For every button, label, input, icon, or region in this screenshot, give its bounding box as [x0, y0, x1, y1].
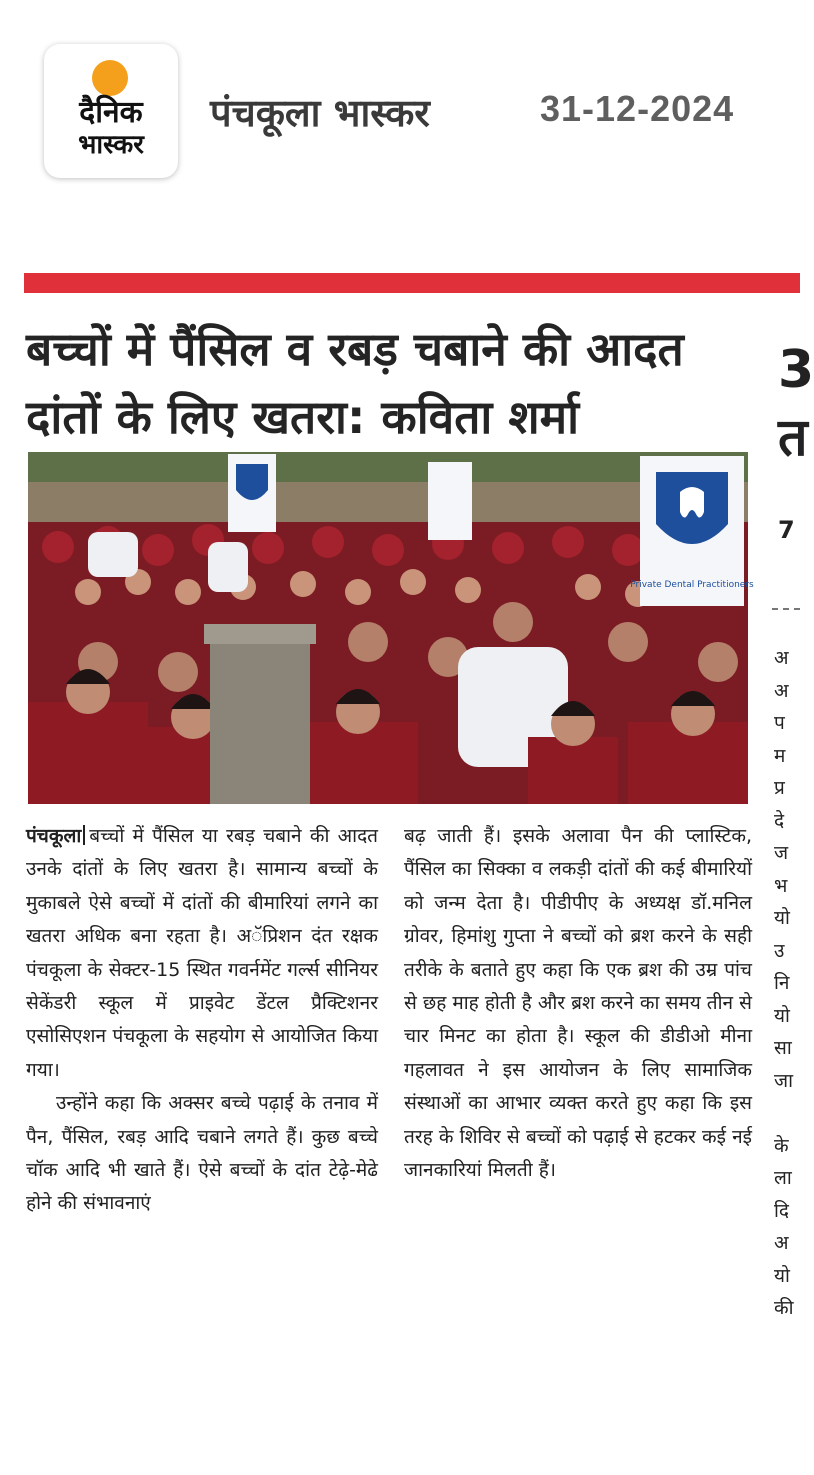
app-header — [0, 0, 800, 225]
headline-line-1: बच्चों में पैंसिल व रबड़ चबाने की आदत — [26, 322, 684, 376]
adjacent-line: नि — [774, 972, 790, 994]
adjacent-line: अ — [774, 647, 789, 669]
adjacent-line: यो — [774, 907, 790, 929]
adjacent-line: अ — [774, 1232, 789, 1254]
adjacent-text-lines — [774, 642, 794, 1325]
adjacent-line: प्र — [774, 777, 785, 799]
column-1-paragraph-1: बच्चों में पैंसिल या रबड़ चबाने की आदत उनके दांतों के लिए खतरा है। सामान्य बच्चों के मुकाबले ऐसे बच्चों में दांतों की बीमारियां लगने का खतरा अधिक बना रहता है। अॅप्रिशन दंत रक्षक पंचकूला के सेक्टर-15 स्थित गवर्नमेंट गर्ल्स सीनियर सेकेंडरी स्कूल में प्राइवेट डेंटल प्रैक्टिशनर एसोसिएशन पंचकूला के सहयोग से आयोजित किया गया। — [26, 825, 378, 1081]
adjacent-line: यो — [774, 1004, 790, 1027]
article-column-2 — [404, 820, 752, 1187]
adjacent-line: ज — [774, 842, 789, 864]
adjacent-headline-char-1: 3 — [778, 340, 814, 400]
logo-text-line1: दैनिक — [79, 95, 143, 130]
adjacent-line — [774, 1097, 794, 1130]
adjacent-story-fragment — [752, 300, 814, 1475]
adjacent-line: अ — [774, 679, 789, 702]
article-photo[interactable] — [28, 452, 754, 804]
edition-title: पंचकूला भास्कर — [210, 91, 430, 135]
adjacent-line: जा — [774, 1069, 794, 1092]
sun-icon — [92, 60, 128, 96]
next-story-strip — [0, 1448, 800, 1475]
adjacent-line: के — [774, 1134, 789, 1157]
adjacent-line: की — [774, 1297, 794, 1319]
banner-caption: Private Dental Practitioners — [630, 580, 754, 590]
adjacent-line: दे — [774, 809, 785, 832]
column-1-paragraph-2: उन्होंने कहा कि अक्सर बच्चे पढ़ाई के तनाव में पैन, पैंसिल, रबड़ आदि चबाने लगते हैं। कुछ बच्चे चॉक आदि भी खाते हैं। ऐसे बच्चों के दांत टेढ़े-मेढे होने की संभावनाएं — [26, 1092, 378, 1215]
adjacent-line: सा — [774, 1037, 792, 1059]
dateline-divider — [83, 825, 85, 845]
section-red-rule — [24, 273, 800, 293]
edition-date: 31-12-2024 — [540, 88, 735, 129]
dainik-bhaskar-logo[interactable] — [44, 44, 178, 178]
logo-text-line2: भास्कर — [78, 130, 144, 160]
article-column-1 — [26, 820, 378, 1221]
adjacent-line: दि — [774, 1199, 790, 1222]
adjacent-line: उ — [774, 939, 785, 962]
adjacent-line: ला — [774, 1167, 792, 1189]
adjacent-divider — [772, 608, 800, 610]
adjacent-numeral: 7 — [778, 516, 795, 544]
adjacent-headline-char-2: त — [778, 408, 808, 468]
headline-line-2: दांतों के लिए खतरा: कविता शर्मा — [26, 390, 580, 444]
column-2-paragraph-1: बढ़ जाती हैं। इसके अलावा पैन की प्लास्टिक, पैंसिल का सिक्का व लकड़ी दांतों की कई बीमारियों को जन्म देता है। पीडीपीए के अध्यक्ष डॉ.मनिल ग्रोवर, हिमांशु गुप्ता ने बच्चों को ब्रश करने के सही तरीके के बताते हुए कहा कि एक ब्रश की उम्र पांच से छह माह होती है और ब्रश करने का समय तीन से चार मिनट का होता है। स्कूल की डीडीओ मीना गहलावत ने इस आयोजन के लिए सामाजिक संस्थाओं का आभार व्यक्त करते हुए कहा कि इस तरह के शिविर से बच्चों को पढ़ाई से हटकर कई नई जानकारियां मिलती हैं। — [404, 825, 752, 1182]
adjacent-line: म — [774, 744, 786, 767]
article-headline — [26, 315, 756, 451]
dateline: पंचकूला — [26, 825, 82, 847]
adjacent-line: यो — [774, 1264, 790, 1287]
adjacent-line: भ — [774, 874, 788, 897]
adjacent-line: प — [774, 712, 785, 734]
